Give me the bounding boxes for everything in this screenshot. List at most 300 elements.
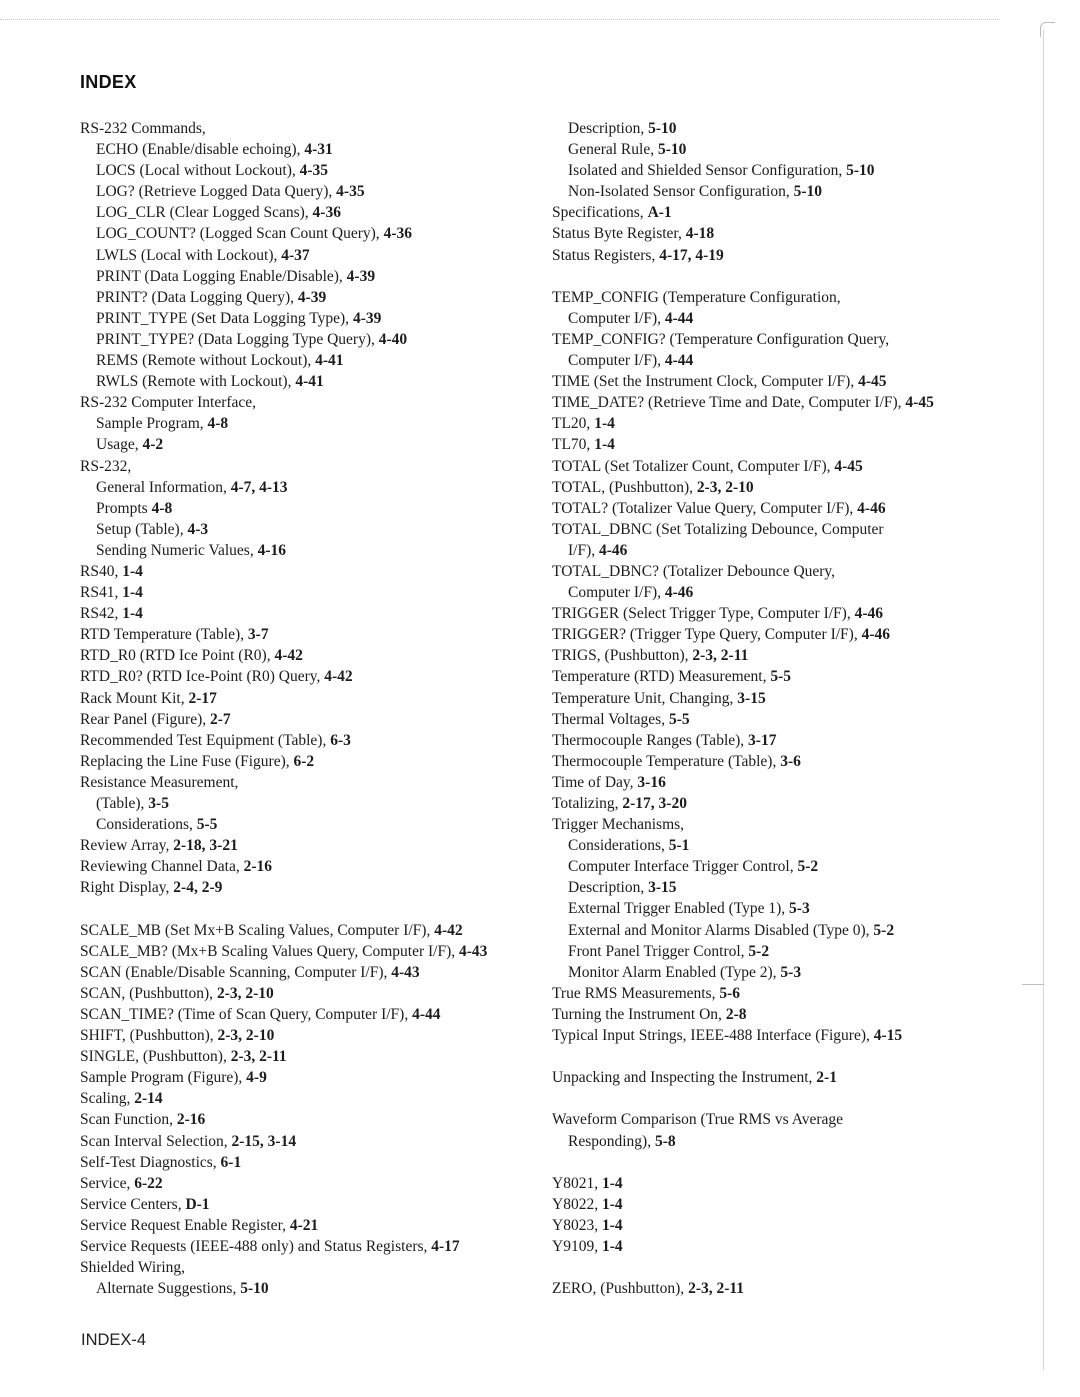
entry-text: Resistance Measurement, — [80, 773, 239, 791]
entry-text: Description, — [568, 120, 649, 137]
page-heading: INDEX — [80, 72, 137, 92]
entry-pages: 4-17 — [431, 1237, 460, 1255]
entry-pages: 5-10 — [648, 120, 677, 137]
index-entry — [80, 329, 530, 350]
index-entry — [552, 835, 1032, 856]
entry-pages: 3-15 — [648, 879, 677, 897]
entry-text: Thermal Voltages, — [552, 710, 669, 728]
entry-pages: 5-1 — [668, 837, 690, 855]
index-spacer — [552, 1257, 1032, 1278]
index-entry — [80, 139, 530, 160]
entry-pages: 4-41 — [295, 373, 324, 391]
entry-text: Rear Panel (Figure), — [80, 710, 210, 728]
entry-pages: 5-3 — [780, 963, 802, 981]
entry-pages: 2-3, 2-10 — [216, 984, 274, 1002]
index-entry — [552, 308, 1032, 329]
entry-pages: 4-36 — [312, 204, 341, 222]
index-entry — [552, 540, 1032, 561]
index-entry — [552, 477, 1032, 498]
entry-text: Thermocouple Ranges (Table), — [552, 731, 749, 749]
entry-pages: 5-10 — [240, 1280, 269, 1298]
entry-text: TRIGS, (Pushbutton), — [552, 647, 693, 665]
index-entry — [552, 1278, 1032, 1299]
index-entry — [80, 413, 530, 434]
entry-text: Time of Day, — [552, 773, 638, 791]
index-entry — [552, 877, 1032, 898]
index-entry — [80, 1236, 530, 1257]
index-entry — [80, 519, 530, 540]
entry-pages: 4-8 — [207, 415, 229, 433]
entry-pages: 4-43 — [459, 942, 488, 960]
entry-pages: 4-18 — [685, 225, 715, 243]
entry-text: TEMP_CONFIG? (Temperature Configuration Query, — [552, 330, 890, 348]
entry-text: Trigger Mechanisms, — [552, 816, 685, 834]
entry-pages: 5-5 — [770, 668, 792, 686]
entry-text: General Rule, — [568, 141, 658, 159]
entry-text: SINGLE, (Pushbutton), — [80, 1048, 231, 1066]
index-entry — [80, 582, 530, 603]
index-entry — [80, 202, 530, 223]
entry-pages: 2-8 — [725, 1005, 747, 1023]
entry-pages: 2-15, 3-14 — [231, 1132, 297, 1150]
entry-text: Service, — [80, 1174, 135, 1192]
entry-pages: 1-4 — [601, 1237, 623, 1255]
index-entry — [552, 793, 1032, 814]
entry-pages: 3-7 — [247, 626, 269, 644]
entry-pages: 5-10 — [793, 183, 822, 201]
entry-text: External Trigger Enabled (Type 1), — [568, 900, 790, 918]
index-entry — [552, 624, 1032, 645]
index-entry — [552, 181, 1032, 202]
index-entry — [80, 350, 530, 371]
index-entry — [552, 413, 1032, 434]
index-entry — [552, 350, 1032, 371]
index-spacer — [552, 1046, 1032, 1067]
entry-pages: 4-44 — [664, 352, 694, 370]
entry-pages: 3-15 — [737, 689, 766, 707]
entry-pages: 6-22 — [134, 1174, 163, 1192]
entry-pages: 1-4 — [594, 415, 615, 433]
index-entry — [80, 666, 530, 687]
entry-pages: 4-3 — [187, 520, 209, 538]
index-entry — [552, 287, 1032, 308]
entry-text: Monitor Alarm Enabled (Type 2), — [568, 963, 781, 981]
entry-pages: 2-4, 2-9 — [173, 879, 223, 897]
entry-text: True RMS Measurements, — [552, 984, 720, 1002]
index-entry — [80, 1046, 530, 1067]
entry-text: SCAN_TIME? (Time of Scan Query, Computer I/F), — [80, 1005, 413, 1023]
entry-pages: 5-10 — [657, 141, 687, 159]
index-entry — [80, 603, 530, 624]
entry-text: Typical Input Strings, IEEE-488 Interface (Figure), — [552, 1027, 874, 1045]
entry-text: REMS (Remote without Lockout), — [96, 352, 316, 370]
entry-text: Computer I/F), — [568, 309, 665, 327]
entry-text: Y8021, — [552, 1174, 602, 1192]
index-entry — [552, 1109, 1032, 1130]
index-entry — [552, 519, 1032, 540]
index-entry — [80, 245, 530, 266]
entry-text: TRIGGER? (Trigger Type Query, Computer I/F), — [552, 626, 862, 644]
entry-pages: 4-46 — [857, 499, 886, 517]
index-entry — [552, 645, 1032, 666]
entry-pages: 5-2 — [797, 858, 819, 876]
index-entry — [80, 540, 530, 561]
entry-pages: 2-16 — [176, 1111, 206, 1129]
index-entry — [552, 983, 1032, 1004]
entry-text: Scan Function, — [80, 1111, 177, 1129]
index-entry — [80, 1257, 530, 1278]
entry-pages: 1-4 — [601, 1216, 623, 1234]
entry-text: Responding), — [568, 1132, 655, 1150]
entry-pages: 5-3 — [789, 900, 810, 918]
index-entry — [80, 814, 530, 835]
entry-pages: 4-39 — [297, 288, 327, 306]
entry-text: Specifications, — [552, 204, 648, 222]
index-spacer — [80, 898, 530, 919]
entry-pages: 4-37 — [281, 246, 310, 264]
entry-text: RS-232 Commands, — [80, 120, 206, 137]
entry-text: Recommended Test Equipment (Table), — [80, 731, 331, 749]
entry-pages: 4-15 — [873, 1027, 903, 1045]
entry-pages: 3-6 — [780, 752, 801, 770]
entry-text: Reviewing Channel Data, — [80, 858, 244, 876]
entry-text: Considerations, — [96, 816, 197, 834]
entry-pages: 4-35 — [299, 162, 329, 180]
index-entry — [80, 456, 530, 477]
entry-text: Considerations, — [568, 837, 669, 855]
entry-pages: 4-17, 4-19 — [659, 246, 724, 264]
entry-pages: 4-36 — [383, 225, 412, 243]
index-entry — [552, 772, 1032, 793]
entry-text: LOG_COUNT? (Logged Scan Count Query), — [96, 225, 384, 243]
index-entry — [80, 223, 530, 244]
entry-text: LOCS (Local without Lockout), — [96, 162, 300, 180]
entry-text: LWLS (Local with Lockout), — [96, 246, 282, 264]
index-entry — [552, 709, 1032, 730]
entry-text: Alternate Suggestions, — [96, 1280, 241, 1298]
entry-text: Turning the Instrument On, — [552, 1005, 726, 1023]
entry-text: TL20, — [552, 415, 595, 433]
entry-pages: 4-31 — [304, 141, 333, 159]
entry-pages: 5-2 — [873, 921, 895, 939]
entry-pages: 2-17, 3-20 — [622, 795, 687, 812]
index-entry — [552, 603, 1032, 624]
index-entry — [80, 877, 530, 898]
entry-text: TIME_DATE? (Retrieve Time and Date, Computer I/F), — [552, 394, 906, 412]
index-entry — [552, 561, 1032, 582]
entry-text: (Table), — [96, 795, 149, 812]
entry-pages: 5-8 — [654, 1132, 676, 1150]
entry-text: RS40, — [80, 562, 123, 580]
index-entry — [552, 202, 1032, 223]
entry-text: Non-Isolated Sensor Configuration, — [568, 183, 794, 201]
entry-text: PRINT? (Data Logging Query), — [96, 288, 298, 306]
index-entry — [80, 1215, 530, 1236]
entry-text: Shielded Wiring, — [80, 1259, 185, 1277]
entry-text: Computer Interface Trigger Control, — [568, 858, 798, 876]
entry-text: Unpacking and Inspecting the Instrument, — [552, 1069, 817, 1087]
entry-text: Front Panel Trigger Control, — [568, 942, 749, 960]
index-spacer — [552, 1152, 1032, 1173]
entry-pages: 1-4 — [122, 584, 143, 602]
entry-pages: 2-7 — [210, 710, 231, 728]
right-scan-border — [1043, 30, 1044, 1370]
index-entry — [80, 624, 530, 645]
entry-pages: 3-16 — [637, 773, 666, 791]
entry-pages: 4-2 — [142, 436, 164, 454]
entry-pages: 4-44 — [664, 309, 694, 327]
entry-pages: 4-16 — [257, 541, 286, 559]
index-entry — [552, 1067, 1032, 1088]
index-entry — [552, 1131, 1032, 1152]
entry-text: Description, — [568, 879, 649, 897]
index-entry — [80, 561, 530, 582]
entry-text: SHIFT, (Pushbutton), — [80, 1027, 218, 1045]
entry-pages: 2-3, 2-11 — [688, 1280, 745, 1298]
entry-pages: 4-45 — [834, 457, 863, 475]
entry-text: Computer I/F), — [568, 584, 665, 602]
index-entry — [80, 308, 530, 329]
entry-text: Sending Numeric Values, — [96, 541, 258, 559]
entry-pages: 4-46 — [861, 626, 891, 644]
index-column-right — [552, 118, 1032, 1299]
index-entry — [80, 1088, 530, 1109]
entry-text: TEMP_CONFIG (Temperature Configuration, — [552, 288, 841, 306]
index-column-left — [80, 118, 530, 1299]
entry-pages: 4-39 — [352, 309, 382, 327]
entry-text: General Information, — [96, 478, 231, 496]
entry-pages: 3-17 — [748, 731, 777, 749]
entry-pages: 6-1 — [220, 1153, 242, 1171]
entry-pages: 4-42 — [324, 668, 353, 686]
index-entry — [552, 920, 1032, 941]
top-scan-border — [0, 19, 1000, 20]
entry-text: Totalizing, — [552, 795, 623, 812]
entry-text: Y9109, — [552, 1237, 602, 1255]
entry-text: LOG? (Retrieve Logged Data Query), — [96, 183, 337, 201]
entry-text: TRIGGER (Select Trigger Type, Computer I/F), — [552, 605, 855, 623]
index-entry — [552, 223, 1032, 244]
entry-text: Rack Mount Kit, — [80, 689, 189, 707]
index-entry — [80, 392, 530, 413]
index-entry — [552, 730, 1032, 751]
entry-text: Scan Interval Selection, — [80, 1132, 232, 1150]
index-entry — [80, 856, 530, 877]
entry-pages: 4-45 — [905, 394, 934, 412]
entry-text: TOTAL_DBNC? (Totalizer Debounce Query, — [552, 562, 836, 580]
index-entry — [80, 920, 530, 941]
index-entry — [80, 434, 530, 455]
entry-text: TOTAL, (Pushbutton), — [552, 478, 697, 496]
index-entry — [80, 1004, 530, 1025]
entry-text: Status Byte Register, — [552, 225, 686, 243]
index-entry — [80, 118, 530, 139]
entry-text: SCAN, (Pushbutton), — [80, 984, 217, 1002]
entry-text: TOTAL_DBNC (Set Totalizing Debounce, Computer — [552, 520, 884, 538]
entry-pages: 4-45 — [858, 373, 887, 391]
entry-pages: 2-14 — [134, 1090, 163, 1108]
index-entry — [552, 582, 1032, 603]
entry-pages: 2-18, 3-21 — [173, 837, 238, 855]
entry-text: Setup (Table), — [96, 520, 188, 538]
entry-pages: 6-2 — [293, 752, 315, 770]
entry-text: Service Request Enable Register, — [80, 1216, 290, 1234]
entry-text: SCALE_MB (Set Mx+B Scaling Values, Computer I/F), — [80, 921, 435, 939]
entry-text: Y8022, — [552, 1195, 602, 1213]
entry-pages: 4-39 — [346, 267, 376, 285]
entry-text: PRINT_TYPE? (Data Logging Type Query), — [96, 330, 379, 348]
entry-text: ZERO, (Pushbutton), — [552, 1280, 689, 1298]
index-entry — [552, 751, 1032, 772]
index-entry — [80, 772, 530, 793]
entry-text: Service Centers, — [80, 1195, 186, 1213]
page-footer: INDEX-4 — [81, 1331, 147, 1349]
entry-pages: 1-4 — [122, 562, 143, 580]
index-entry — [552, 371, 1032, 392]
entry-pages: 2-3, 2-10 — [217, 1027, 275, 1045]
entry-text: External and Monitor Alarms Disabled (Type 0), — [568, 921, 874, 939]
index-entry — [552, 1025, 1032, 1046]
entry-text: Service Requests (IEEE-488 only) and Status Registers, — [80, 1237, 432, 1255]
entry-text: ECHO (Enable/disable echoing), — [96, 141, 305, 159]
entry-pages: 2-3, 2-11 — [692, 647, 749, 665]
entry-text: Review Array, — [80, 837, 174, 855]
index-entry — [80, 287, 530, 308]
index-entry — [80, 793, 530, 814]
index-entry — [80, 1152, 530, 1173]
entry-text: RTD_R0 (RTD Ice Point (R0), — [80, 647, 275, 665]
index-entry — [80, 371, 530, 392]
index-entry — [80, 1109, 530, 1130]
entry-text: RS41, — [80, 584, 123, 602]
index-spacer — [552, 1088, 1032, 1109]
entry-pages: 5-5 — [668, 710, 690, 728]
entry-text: Right Display, — [80, 879, 174, 897]
entry-text: TL70, — [552, 436, 595, 454]
index-entry — [552, 1236, 1032, 1257]
entry-pages: 3-5 — [148, 795, 169, 812]
entry-pages: 1-4 — [601, 1174, 623, 1192]
entry-pages: 4-46 — [599, 541, 628, 559]
entry-text: TOTAL? (Totalizer Value Query, Computer I/F), — [552, 499, 858, 517]
index-entry — [552, 1194, 1032, 1215]
entry-text: Temperature (RTD) Measurement, — [552, 668, 771, 686]
index-entry — [552, 329, 1032, 350]
entry-pages: 4-44 — [412, 1005, 441, 1023]
index-entry — [552, 814, 1032, 835]
entry-pages: D-1 — [185, 1195, 210, 1213]
entry-text: PRINT (Data Logging Enable/Disable), — [96, 267, 347, 285]
index-entry — [552, 688, 1032, 709]
entry-text: Temperature Unit, Changing, — [552, 689, 738, 707]
entry-text: Status Registers, — [552, 246, 660, 264]
index-entry — [552, 456, 1032, 477]
entry-pages: A-1 — [647, 204, 672, 222]
entry-pages: 4-7, 4-13 — [230, 478, 288, 496]
entry-pages: 4-42 — [434, 921, 463, 939]
index-entry — [552, 1173, 1032, 1194]
entry-pages: 2-3, 2-10 — [696, 478, 754, 496]
entry-pages: 4-43 — [391, 963, 420, 981]
entry-pages: 5-2 — [748, 942, 770, 960]
entry-pages: 1-4 — [122, 605, 143, 623]
entry-text: Isolated and Shielded Sensor Configuration, — [568, 162, 847, 180]
entry-text: RS42, — [80, 605, 123, 623]
index-entry — [80, 1194, 530, 1215]
entry-text: Y8023, — [552, 1216, 602, 1234]
index-entry — [80, 688, 530, 709]
entry-pages: 4-46 — [664, 584, 694, 602]
entry-text: Waveform Comparison (True RMS vs Average — [552, 1111, 844, 1129]
index-spacer — [552, 266, 1032, 287]
entry-text: Scaling, — [80, 1090, 135, 1108]
entry-text: SCAN (Enable/Disable Scanning, Computer I/F), — [80, 963, 392, 981]
index-entry — [552, 245, 1032, 266]
entry-pages: 4-41 — [315, 352, 344, 370]
entry-pages: 5-10 — [846, 162, 875, 180]
entry-text: I/F), — [568, 541, 599, 559]
entry-pages: 2-3, 2-11 — [230, 1048, 287, 1066]
index-entry — [80, 1067, 530, 1088]
index-entry — [552, 1215, 1032, 1236]
entry-pages: 4-40 — [378, 330, 408, 348]
entry-pages: 4-8 — [151, 499, 173, 517]
index-entry — [80, 730, 530, 751]
entry-text: RS-232, — [80, 457, 132, 475]
index-entry — [80, 160, 530, 181]
index-entry — [80, 477, 530, 498]
entry-text: Thermocouple Temperature (Table), — [552, 752, 781, 770]
entry-text: RTD Temperature (Table), — [80, 626, 248, 644]
index-entry — [80, 1278, 530, 1299]
entry-text: Usage, — [96, 436, 143, 454]
entry-pages: 2-16 — [243, 858, 272, 876]
index-entry — [552, 898, 1032, 919]
entry-text: TOTAL (Set Totalizer Count, Computer I/F), — [552, 457, 835, 475]
index-entry — [80, 983, 530, 1004]
entry-text: Sample Program, — [96, 415, 208, 433]
index-entry — [552, 1004, 1032, 1025]
entry-pages: 1-4 — [594, 436, 615, 454]
index-entry — [552, 498, 1032, 519]
entry-text: LOG_CLR (Clear Logged Scans), — [96, 204, 313, 222]
entry-pages: 4-35 — [336, 183, 365, 201]
index-entry — [552, 856, 1032, 877]
index-entry — [552, 139, 1032, 160]
index-entry — [80, 1173, 530, 1194]
index-entry — [80, 962, 530, 983]
index-entry — [552, 666, 1032, 687]
entry-pages: 4-9 — [246, 1069, 267, 1087]
entry-text: Self-Test Diagnostics, — [80, 1153, 221, 1171]
entry-pages: 2-17 — [188, 689, 217, 707]
entry-pages: 4-42 — [274, 647, 303, 665]
entry-text: RWLS (Remote with Lockout), — [96, 373, 296, 391]
entry-text: Prompts — [96, 499, 152, 517]
index-entry — [80, 835, 530, 856]
index-entry — [552, 160, 1032, 181]
entry-text: PRINT_TYPE (Set Data Logging Type), — [96, 309, 353, 327]
index-entry — [80, 709, 530, 730]
entry-text: RS-232 Computer Interface, — [80, 394, 257, 412]
entry-pages: 4-21 — [289, 1216, 319, 1234]
entry-pages: 5-5 — [196, 816, 218, 834]
index-entry — [80, 645, 530, 666]
index-entry — [552, 434, 1032, 455]
index-entry — [80, 751, 530, 772]
index-entry — [552, 392, 1032, 413]
index-entry — [80, 941, 530, 962]
